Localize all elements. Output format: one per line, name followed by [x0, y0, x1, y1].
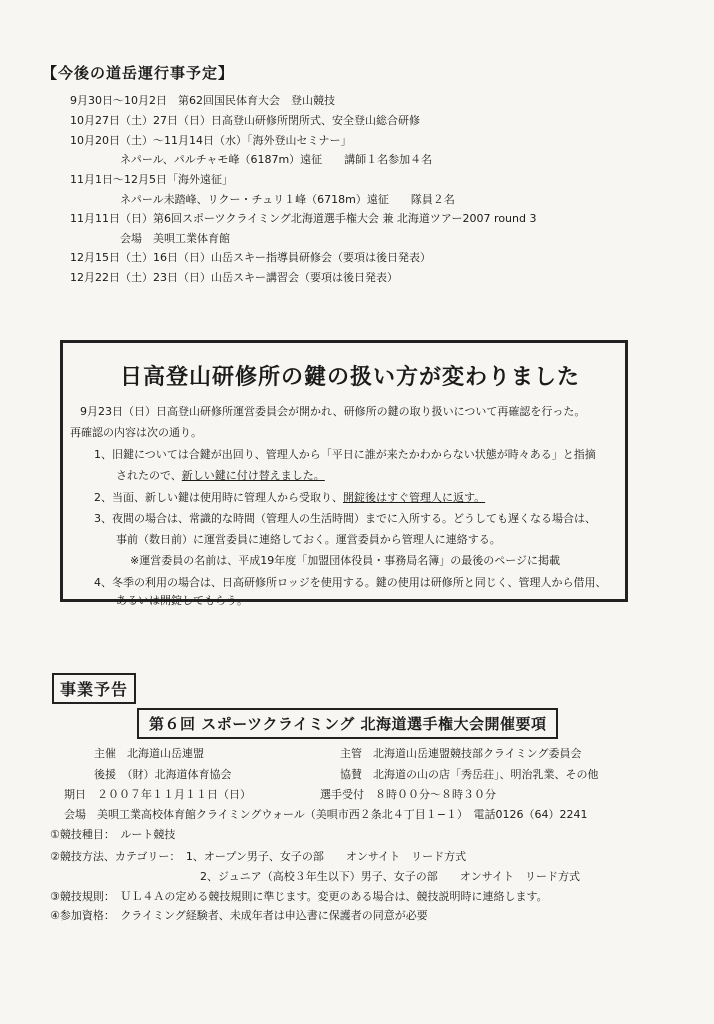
- rule-item: 2、ジュニア（高校３年生以下）男子、女子の部 オンサイト リード方式: [200, 870, 581, 883]
- reception-time: 選手受付 ８時００分～８時３０分: [320, 788, 496, 801]
- schedule-line: 11月11日（日）第6回スポーツクライミング北海道選手権大会 兼 北海道ツアー2007 round 3: [70, 212, 537, 225]
- notice-item: あるいは開錠してもらう。: [116, 594, 248, 607]
- event-title: 第６回 スポーツクライミング 北海道選手権大会開催要項: [137, 708, 558, 739]
- notice-title: 日高登山研修所の鍵の扱い方が変わりました: [120, 364, 581, 390]
- notice-item: [116, 467, 325, 483]
- notice-text: 2、当面、新しい鍵は使用時に管理人から受取り、: [94, 491, 343, 504]
- schedule-line: 会場 美唄工業体育館: [120, 232, 230, 245]
- notice-emphasis: 新しい鍵に付け替えました。: [181, 469, 325, 482]
- sponsors: 協賛 北海道の山の店「秀岳荘」、明治乳業、その他: [340, 768, 599, 781]
- schedule-line: 9月30日～10月2日 第62回国民体育大会 登山競技: [70, 94, 335, 107]
- notice-item: 3、夜間の場合は、常識的な時間（管理人の生活時間）までに入所する。どうしても遅くなる場合は、: [94, 512, 596, 525]
- section-label: 事業予告: [52, 673, 136, 704]
- schedule-title: 【今後の道岳運行事予定】: [42, 64, 235, 82]
- schedule-line: 11月1日～12月5日「海外遠征」: [70, 173, 233, 186]
- rule-item: ①競技種目： ルート競技: [50, 828, 176, 841]
- schedule-line: 10月20日（土）～11月14日（水）「海外登山セミナー」: [70, 134, 352, 147]
- notice-item: 1、旧鍵については合鍵が出回り、管理人から「平日に誰が来たかわからない状態が時々ある」と指摘: [94, 448, 596, 461]
- notice-intro: 再確認の内容は次の通り。: [70, 426, 202, 439]
- supporter: 後援 （財）北海道体育協会: [94, 768, 232, 781]
- notice-note: ※運営委員の名前は、平成19年度「加盟団体役員・事務局名簿」の最後のページに掲載: [130, 554, 560, 567]
- notice-item: [94, 489, 485, 505]
- schedule-line: 12月15日（土）16日（日）山岳スキー指導員研修会（要項は後日発表）: [70, 251, 431, 264]
- rule-item: ③競技規則： ＵＬ４Ａの定める競技規則に準じます。変更のある場合は、競技説明時に連絡します。: [50, 890, 548, 903]
- schedule-line: ネパール、パルチャモ峰（6187m）遠征 講師１名参加４名: [120, 153, 433, 166]
- event-date: 期日 ２００７年１１月１１日（日）: [64, 788, 251, 801]
- notice-text: されたので、: [116, 469, 182, 482]
- notice-item: 事前（数日前）に運営委員に連絡しておく。運営委員から管理人に連絡する。: [116, 533, 501, 546]
- rule-item: ④参加資格： クライミング経験者、未成年者は申込書に保護者の同意が必要: [50, 909, 428, 922]
- notice-intro: 9月23日（日）日高登山研修所運営委員会が開かれ、研修所の鍵の取り扱いについて再確認を行った。: [80, 405, 586, 418]
- managing-org: 主管 北海道山岳連盟競技部クライミング委員会: [340, 747, 582, 760]
- notice-item: 4、冬季の利用の場合は、日高研修所ロッジを使用する。鍵の使用は研修所と同じく、管理人から借用、: [94, 576, 607, 589]
- organizer: 主催 北海道山岳連盟: [94, 747, 204, 760]
- notice-emphasis: 開錠後はすぐ管理人に返す。: [343, 491, 486, 504]
- venue: 会場 美唄工業高校体育館クライミングウォール（美唄市西２条北４丁目１−１） 電話0126（64）2241: [64, 808, 588, 821]
- schedule-line: 12月22日（土）23日（日）山岳スキー講習会（要項は後日発表）: [70, 271, 398, 284]
- schedule-line: ネパール未踏峰、リクー・チュリ１峰（6718m）遠征 隊員２名: [120, 193, 455, 206]
- schedule-line: 10月27日（土）27日（日）日高登山研修所閉所式、安全登山総合研修: [70, 114, 420, 127]
- rule-item: ②競技方法、カテゴリー： 1、オープン男子、女子の部 オンサイト リード方式: [50, 850, 467, 863]
